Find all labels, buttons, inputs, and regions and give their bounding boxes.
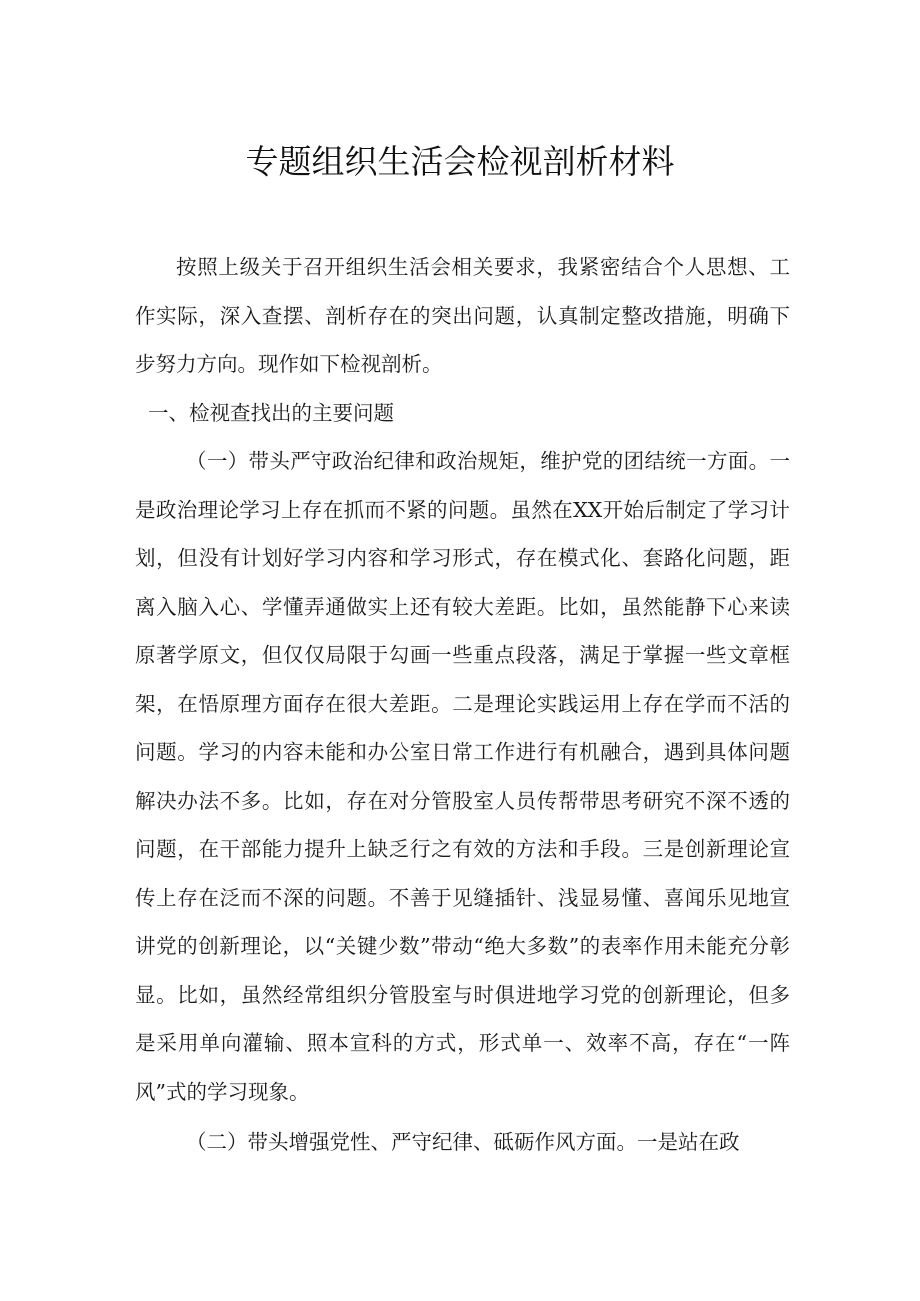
document-title: 专题组织生活会检视剖析材料 [245,142,675,181]
section-heading: 一、检视查找出的主要问题 [148,400,394,425]
subsection-2-paragraph: （二）带头增强党性、严守纪律、砥砺作风方面。一是站在政 [186,1130,740,1154]
intro-paragraph: 按照上级关于召开组织生活会相关要求，我紧密结合个人思想、工作实际，深入查摆、剖析存在的突出问题，认真制定整改措施，明确下步努力方向。现作如下检视剖析。 [135,255,790,376]
document-body [135,243,790,1167]
subsection-1-paragraph: （一）带头严守政治纪律和政治规矩，维护党的团结统一方面。一是政治理论学习上存在抓而不紧的问题。虽然在XX开始后制定了学习计划，但没有计划好学习内容和学习形式，存在模式化、套路化问题，距离入脑入心、学懂弄通做实上还有较大差距。比如，虽然能静下心来读原著学原文，但仅仅局限于勾画一些重点段落，满足于掌握一些文章框架，在悟原理方面存在很大差距。二是理论实践运用上存在学而不活的问题。学习的内容未能和办公室日常工作进行有机融合，遇到具体问题解决办法不多。比如，存在对分管股室人员传帮带思考研究不深不透的问题，在干部能力提升上缺乏行之有效的方法和手段。三是创新理论宣传上存在泛而不深的问题。不善于见缝插针、浅显易懂、喜闻乐见地宣讲党的创新理论，以“关键少数”带动“绝大多数”的表率作用未能充分彰显。比如，虽然经常组织分管股室与时俱进地学习党的创新理论，但多是采用单向灌输、照本宣科的方式，形式单一、效率不高，存在“一阵风”式的学习现象。 [135,449,790,1104]
